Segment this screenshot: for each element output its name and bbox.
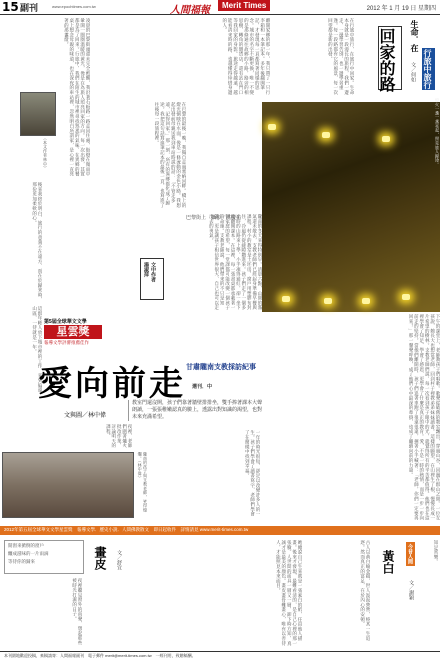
article-text-middle: 離開家鄉的那一年，我只帶了一只行李箱和一本筆記本。多年後翻開筆記，才發現每一頁都寫著同樣的思念。城市的名字不斷更換，唯一不變的是那條通往故鄉的小路，路旁的相思樹、轉角的雜貨店、還有站在門口等我回家的身影。旅途走得越遠，越能看清來時的路，也越懂得珍惜身邊的人。 (221, 18, 270, 95)
column-top-text: 在行旅中旅行，在旅行中回家。生命本身就是一段漫長的旅程，我們一邊走，一邊學習告別，也一邊學習重逢。每一段路都有它的風景，每一次回望都是新的出發。 (327, 18, 354, 95)
lamp-light (282, 296, 290, 302)
feature-title: 愛向前走 (38, 364, 186, 404)
lamp-light (382, 136, 390, 142)
lamp-light (362, 298, 370, 304)
column-title: 回家的路 (377, 28, 396, 92)
feature-text-right: 下午的課堂上，老師教孩子們唱歌。歌聲從破舊的教室飄出，穿過山谷，回盪在群山之間。一位女孩說，她長大也想當老師，回到村子裡教弟弟妹妹讀書。這樣的願望，在山裡生了根，慢慢長成一片希望的樹林。支教老師們說，每一次看到孩子眼中的光，就覺得所有的辛苦都值得。他們也在這裡學會了知足、學會了感恩，更學會了什麼是真正的教育。愛，不是一時的熱情，而是一步一步向前走的堅持。當他們離開時，孩子們追著車跑了很遠很遠，揮著小手喊著：「老師，你們一定要再回來！」那一聲聲呼喚，成了他們心中最深的牽掛，也成了繼續向前的力量。 (407, 314, 440, 521)
bottom-right-title: 黃白 (381, 550, 395, 574)
poem-text: 夜裡聽見窗外的雨聲，想起那些被時光打濕的日子。 (71, 578, 82, 646)
lamp-light (324, 298, 332, 304)
lamp-light (322, 132, 330, 138)
award-name: 星雲獎 (44, 325, 102, 339)
award-banner-text: 2012年第五屆全球華文文學星雲獎 報導文學．歷史小說．人間佛教散文 即日起收件 詳情請見 www.merit-times.com.tw (4, 527, 249, 532)
merit-times-badge: Merit Times (218, 0, 270, 11)
award-sub: 報導文學評審推薦佳作 (44, 340, 89, 345)
group-photo-caption: 隴南的孩子與支教老師，笑得燦爛。（林中偉） (137, 452, 148, 513)
issue-date: 2012 年 1 月 19 日 星期四 (366, 6, 436, 12)
footer-rule (0, 651, 440, 652)
feature-intro: 教室門還沒開，孩子們靠著牆壁排排坐，雙手捧著課本大聲朗讀，一張張稚嫩認真的臉上，透露出對知識的渴望，也對未來充滿希望。 (128, 400, 264, 421)
article-text-left: 凌晨的巴黎街頭還未完全甦醒，我沿著石板路一路走回住處，街燈在微雨中暈開一圈圈溫暖的黃光，像是在為旅人照亮回家的方向。每一次出發，其實都是為了回來。行旅中，我們在陌生的城市裡尋找熟悉的氣味，在異鄉的餐桌上想念母親的味道，也在深夜的車站裡，忽然明白所謂家，是心裡一直亮著的那盞燈。 (63, 18, 90, 177)
group-photo (2, 452, 134, 518)
inset-box-line2: 湯淑萍 (143, 262, 149, 277)
feature-text-bottom: 一年的時光很短，卻足以改變許多人的一生。孩子們學會了讀書寫字，老師們學會了在簡樸中找到幸福。 (244, 430, 260, 517)
page-number: 15 (2, 0, 19, 14)
poem-line-2: 釀成滋味的一片雨滴 (8, 552, 49, 557)
author-photo-caption: （本文作者林中） (43, 136, 48, 171)
bottom-right-author: 文／謝穎 (408, 580, 414, 600)
poem-line-1: 開窗來掀倒的窗戶 (8, 544, 44, 549)
feature-series: 選刊．中 (192, 384, 213, 390)
column-series-label: 生命．在 (410, 20, 420, 52)
column-series-sub: 行旅中旅行 (423, 49, 433, 89)
bottom-left-article: 她總說自己生來就是一張素白的紙，任由他人描畫。後來才發現，最難看清的，是自己心裡的那一張臉。人世間的面具一層又一層，卸下時方知，真誠才是最美的顏色。畫皮畫骨難畫心，唯有以善待人，才能照見本來面目。 (275, 540, 302, 646)
photo-caption: 巴黎街上 攝影／洪慶祐 (186, 215, 242, 221)
feature-byline: 文與圖／林中偉 (64, 412, 107, 419)
photo-right-strip-text: 燈火一盞一盞亮起，照見旅人歸途。 (435, 98, 440, 167)
newspaper-logo: 人間福報 (170, 5, 210, 16)
lamp-light (268, 124, 276, 130)
footer-text: 本刊園地歡迎投稿，來稿請寄：人間福報副刊 電子郵件 merit@merit-times.com.tw 一經刊用，致贈稿酬。 (4, 653, 196, 658)
feature-subtitle: 甘肅隴南支教採訪紀事 (186, 362, 256, 371)
inset-box-line1: 文中作者 (150, 262, 156, 282)
feature-text-upper: 隴南的冬天來得特別早。清晨六點，山間的霧氣還未散去，支教老師們已經起身準備早餐與課程。村小的教室是土坯房，窗戶用塑膠布封住，冷風仍從縫隙鑽進來。孩子們走了一個多小時的山路來上學，小手凍得通紅，卻一坐下就翻開課本。在這裡，每一張書桌都承載著一個家庭的希望，每一堂課都可能改變一個孩子的命運。支教老師說，他們帶來的不只是知識，更是讓孩子相信世界很大、自己也可以走出去的勇氣。 (208, 214, 262, 310)
bottom-right-tag: 今昔人間 (407, 544, 413, 564)
bottom-left-title: 畫皮 (93, 546, 107, 570)
poem-line-3: 等待你的歸來 (8, 560, 35, 565)
bottom-left-author: 文／舒宜 (116, 550, 122, 570)
feature-text-lower: 夜裡，老師們圍著爐火批改作業，討論明天的課程。 (105, 424, 132, 448)
bottom-right-article: 古人以黃白喻金銀，世人汲汲營營，終其一生追逐。然而真正的富足，在於內心的安頓。 (359, 540, 370, 641)
article-text-lower-left: 後來我終於明白，旅行的意義不在遠方，而在於歸來時，那份更加柔軟的心。 (31, 182, 42, 302)
feature-text-left: 這群年輕人放下城市裡的工作，來到偏遠山區，一待就是一年。 (31, 306, 42, 393)
bottom-right-text: 知足常樂。 (433, 540, 438, 564)
article-text-lower-middle: 在巴黎的最後一晚，我獨自走過塞納河畔。橋上的燈光倒映在水面，像是一條流動的金色小路。我想起出發前母親送我到車站時說的話：「不管走多遠，記得回家。」那一刻，所有的異鄉都化成了歸途。我把這句話寫進筆記本的最後一頁，也寫進了往後每一段旅程裡。 (153, 102, 186, 208)
lamp-light (402, 294, 410, 300)
site-url: www.epochtimes.com.tw (52, 4, 96, 9)
section-name: 副刊 (20, 4, 39, 14)
column-author: 文／何如 (410, 62, 416, 82)
award-label: 第5屆全球華文文學 (44, 319, 87, 325)
